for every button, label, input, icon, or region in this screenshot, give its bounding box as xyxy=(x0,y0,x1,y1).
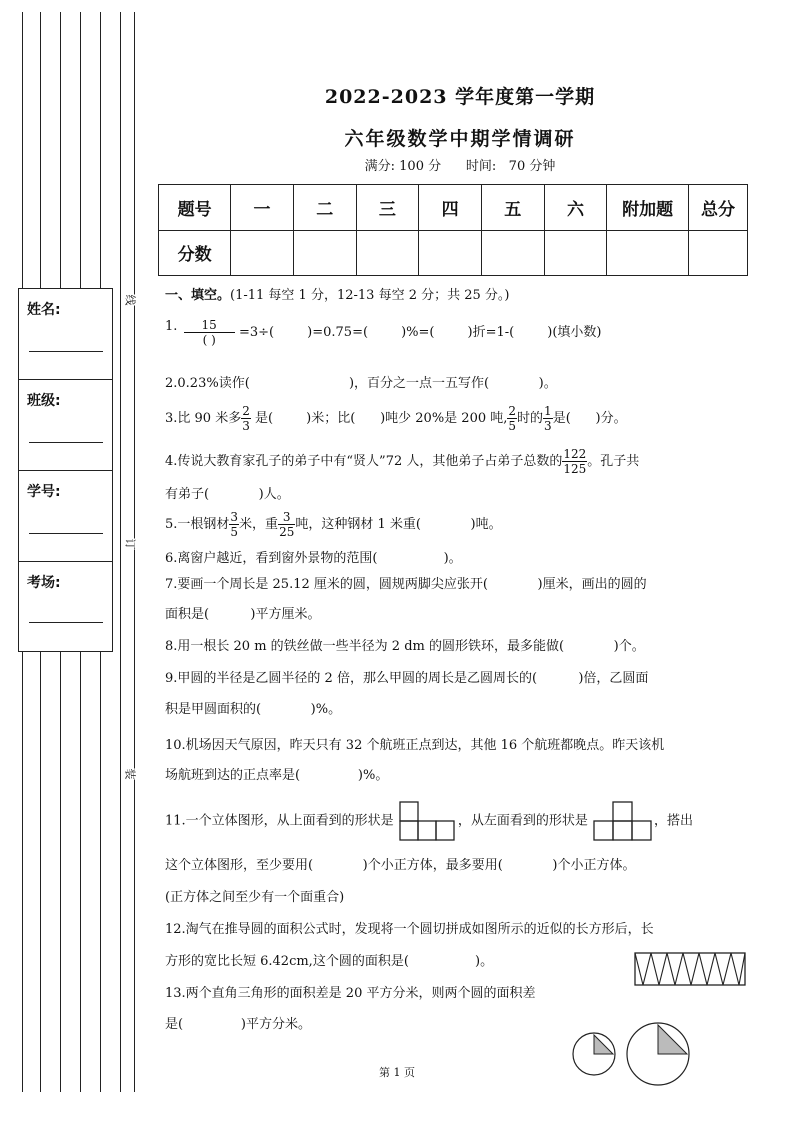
question-11-line3: (正方体之间至少有一个面重合) xyxy=(165,890,345,905)
q1-number: 1. xyxy=(165,319,178,334)
question-12-line2: 方形的宽比长短 6.42cm,这个圆的面积是( )。 xyxy=(165,954,494,969)
q5-text-c: 吨，这种钢材 1 米重( )吨。 xyxy=(295,517,502,532)
question-8: 8.用一根长 20 m 的铁丝做一些半径为 2 dm 的圆形铁环，最多能做( )个。 xyxy=(165,639,645,654)
score-col-4: 四 xyxy=(419,185,482,231)
score-table-header-row xyxy=(159,185,748,231)
q5-f1-den: 5 xyxy=(230,525,239,539)
score-col-2: 二 xyxy=(293,185,356,231)
q5-fraction-2 xyxy=(278,510,295,539)
exam-room-label: 考场: xyxy=(27,575,61,591)
q1-frac-den: ( ) xyxy=(202,333,216,347)
q11-text-b: ，从左面看到的形状是 xyxy=(457,813,588,829)
score-col-label: 题号 xyxy=(159,185,231,231)
q3-text-d: 是( )分。 xyxy=(552,411,627,426)
question-4-line2: 有弟子( )人。 xyxy=(165,487,290,502)
class-cell xyxy=(19,380,112,471)
exam-room-field[interactable] xyxy=(29,622,103,623)
q3-fraction-3 xyxy=(543,404,553,433)
q4-fraction xyxy=(562,447,587,476)
q3-f1-den: 3 xyxy=(242,419,250,433)
margin-cut-line xyxy=(134,12,135,1092)
question-9-line1: 9.甲圆的半径是乙圆半径的 2 倍，那么甲圆的周长是乙圆周长的( )倍，乙圆面 xyxy=(165,671,649,686)
q4-frac-num: 122 xyxy=(563,447,587,461)
question-9-line2: 积是甲圆面积的( )%。 xyxy=(165,702,342,717)
section-heading xyxy=(165,284,509,303)
q3-f3-num: 1 xyxy=(544,404,552,418)
q5-f2-den: 25 xyxy=(279,525,295,539)
score-cell[interactable] xyxy=(231,230,294,276)
question-3 xyxy=(165,404,627,433)
q1-frac-num: 15 xyxy=(184,318,235,333)
student-id-cell xyxy=(19,471,112,562)
score-cell[interactable] xyxy=(544,230,607,276)
q11-text-c: ，搭出 xyxy=(653,813,693,829)
question-11-line2: 这个立体图形，至少要用( )个小正方体，最多要用( )个小正方体。 xyxy=(165,858,636,873)
class-field[interactable] xyxy=(29,442,103,443)
q5-f1-num: 3 xyxy=(230,510,239,524)
score-table xyxy=(158,184,748,276)
page-number: 第 1 页 xyxy=(379,1066,415,1079)
score-cell[interactable] xyxy=(356,230,419,276)
score-col-total: 总分 xyxy=(688,185,747,231)
margin-line xyxy=(120,12,121,1092)
q3-f2-num: 2 xyxy=(508,404,517,418)
q4-text-b: 。孔子共 xyxy=(587,454,640,469)
q4-frac-den: 125 xyxy=(563,462,587,476)
name-cell xyxy=(19,289,112,380)
q3-text-b: 是( )米；比( )吨少 20%是 200 吨, xyxy=(255,411,508,426)
score-cell[interactable] xyxy=(607,230,689,276)
margin-char-ding: 订 xyxy=(123,538,137,550)
question-10-line1: 10.机场因天气原因，昨天只有 32 个航班正点到达，其他 16 个航班都晚点。昨天该机 xyxy=(165,738,665,753)
exam-title: 2022-2023 学年度第一学期 xyxy=(324,86,596,108)
question-12-line1: 12.淘气在推导圆的面积公式时，发现将一个圆切拼成如图所示的近似的长方形后，长 xyxy=(165,922,654,937)
score-col-bonus: 附加题 xyxy=(607,185,689,231)
student-id-label: 学号: xyxy=(27,484,61,500)
question-1 xyxy=(165,318,602,347)
score-row-label: 分数 xyxy=(159,230,231,276)
q3-f3-den: 3 xyxy=(544,419,552,433)
question-6: 6.离窗户越近，看到窗外景物的范围( )。 xyxy=(165,551,462,566)
name-field[interactable] xyxy=(29,351,103,352)
exam-subtitle: 六年级数学中期学情调研 xyxy=(344,128,576,150)
margin-char-zhuang: 装 xyxy=(123,768,137,780)
score-cell[interactable] xyxy=(293,230,356,276)
q5-fraction-1 xyxy=(229,510,239,539)
exam-info: 满分: 100 分 时间: 70 分钟 xyxy=(364,159,556,174)
left-view-figure xyxy=(592,800,654,842)
score-cell[interactable] xyxy=(481,230,544,276)
class-label: 班级: xyxy=(27,393,61,409)
q11-text-a: 11.一个立体图形，从上面看到的形状是 xyxy=(165,813,394,829)
question-13-line1: 13.两个直角三角形的面积差是 20 平方分米，则两个圆的面积差 xyxy=(165,986,536,1001)
question-11 xyxy=(165,812,693,831)
rearranged-circle-figure xyxy=(634,952,746,986)
section-note: (1-11 每空 1 分，12-13 每空 2 分；共 25 分。) xyxy=(230,288,510,303)
q3-f1-num: 2 xyxy=(242,404,250,418)
student-id-field[interactable] xyxy=(29,533,103,534)
q5-f2-num: 3 xyxy=(278,510,295,525)
exam-room-cell xyxy=(19,562,112,651)
question-2: 2.0.23%读作( )，百分之一点一五写作( )。 xyxy=(165,376,557,391)
q1-fraction xyxy=(184,318,235,347)
section-title: 一、填空。 xyxy=(165,288,231,303)
q1-text: =3÷( )=0.75=( )%=( )折=1-( )(填小数) xyxy=(238,325,602,340)
q3-text-a: 3.比 90 米多 xyxy=(165,411,242,426)
score-table-score-row xyxy=(159,230,748,276)
question-7-line1: 7.要画一个周长是 25.12 厘米的圆，圆规两脚尖应张开( )厘米，画出的圆的 xyxy=(165,577,647,592)
q3-fraction-1 xyxy=(241,404,251,433)
name-label: 姓名: xyxy=(27,302,61,318)
question-7-line2: 面积是( )平方厘米。 xyxy=(165,607,321,622)
score-cell[interactable] xyxy=(688,230,747,276)
question-4 xyxy=(165,447,639,476)
question-5 xyxy=(165,510,502,539)
score-cell[interactable] xyxy=(419,230,482,276)
question-13-line2: 是( )平方分米。 xyxy=(165,1017,311,1032)
score-col-1: 一 xyxy=(231,185,294,231)
question-10-line2: 场航班到达的正点率是( )%。 xyxy=(165,768,389,783)
score-col-6: 六 xyxy=(544,185,607,231)
q5-text-b: 米，重 xyxy=(239,517,279,532)
student-info-box xyxy=(18,288,113,652)
margin-char-xian: 线 xyxy=(123,294,137,306)
q3-text-c: 时的 xyxy=(517,411,544,426)
q5-text-a: 5.一根钢材 xyxy=(165,517,230,532)
top-view-figure xyxy=(398,800,458,842)
q4-text-a: 4.传说大教育家孔子的弟子中有“贤人”72 人，其他弟子占弟子总数的 xyxy=(165,454,563,469)
score-col-5: 五 xyxy=(481,185,544,231)
score-col-3: 三 xyxy=(356,185,419,231)
q3-fraction-2 xyxy=(507,404,517,433)
q3-f2-den: 5 xyxy=(508,419,517,433)
